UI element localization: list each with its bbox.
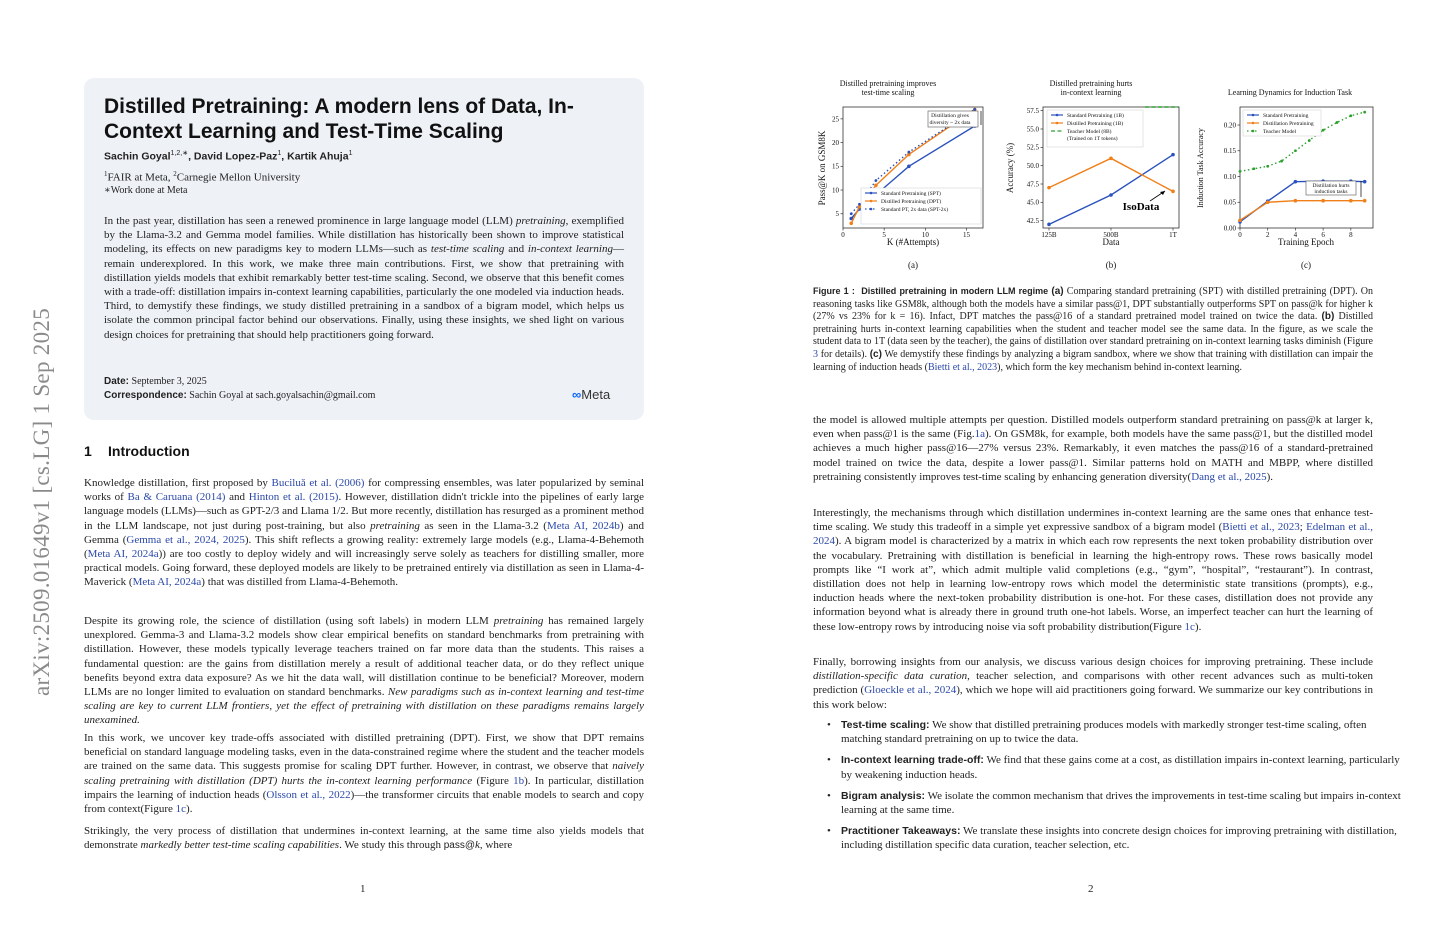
y-tick-label: 45.0 (1026, 198, 1039, 207)
citation-link[interactable]: Gemma et al., 2024, 2025 (126, 533, 245, 546)
data-point (907, 151, 910, 154)
page2-paragraph-2: Interestingly, the mechanisms through which distillation undermines in-context learning are the same ones that enhance test-time scaling. We study this tradeoff in a simple yet expressive sandbox of a bigram model (Bietti et al., 2023; Edelman et al., 2024). A bigram model is characterized by a matrix in which each row represents the next token probability distribution over the vocabulary. Pretraining with distillation is beneficial in learning the high-entropy rows. These rows basically model prompts like “I work at”, which admit multiple valid completions (e.g., “gym”, “hospital”, “restaurant”). In contrast, distillation does not help in learning low-entropy rows which model the deterministic state transitions (prompts), e.g., induction heads where the next-token probability distribution is one-hot. For these cases, distillation does not provide any information beyond what is already there in ground truth one-hot labels. Worse, an imperfect teacher can hurt the learning of these low-entropy rows by introducing noise via soft probability distribution(Figure 1c). (813, 507, 1373, 633)
author-list: Sachin Goyal$^{1,2,∗}$, David Lopez-Paz$^1$, Kartik Ahuja$^1$ (104, 150, 353, 163)
x-tick-label: 6 (1321, 231, 1325, 239)
data-point (1336, 121, 1339, 124)
y-tick-label: 25 (832, 115, 839, 124)
annotation-text: Distillation hurts (1312, 183, 1350, 189)
y-tick-label: 0.00 (1223, 224, 1236, 233)
y-tick-label: 10 (832, 186, 839, 195)
legend-label: (Trained on 1T tokens) (1067, 136, 1118, 142)
y-tick-label: 15 (832, 162, 839, 171)
author-name: Kartik Ahuja (287, 150, 349, 163)
arxiv-id: arXiv:2509.01649v1 [cs.LG] 1 Sep 2025 (29, 308, 54, 696)
figure-ref[interactable]: 1b (513, 774, 525, 787)
y-tick-label: 50.0 (1026, 162, 1039, 171)
subfigure-label: (c) (1301, 260, 1311, 270)
subfigure-label: (a) (908, 260, 918, 270)
data-point (849, 221, 853, 225)
citation-link[interactable]: Buciluǎ et al. (2006) (271, 477, 365, 489)
legend-marker (870, 208, 873, 211)
series-line (1049, 158, 1173, 191)
data-point (875, 179, 878, 182)
y-tick-label: 57.5 (1026, 107, 1039, 116)
data-point (1280, 160, 1283, 163)
data-point (1308, 139, 1311, 142)
chart-title: Learning Dynamics for Induction Task (1227, 88, 1353, 97)
figure-ref[interactable]: 3 (813, 348, 818, 360)
data-point (1047, 223, 1051, 227)
data-point (1171, 190, 1175, 194)
meta-logo: ∞Meta (572, 387, 611, 402)
chart-b (1005, 79, 1179, 270)
citation-link[interactable]: Edelman et al., 2024 (813, 521, 1373, 548)
annotation-text: induction tasks (1314, 189, 1348, 195)
chart-c (1196, 88, 1373, 270)
legend-marker (1056, 114, 1059, 117)
date-line: Date: September 3, 2025 (104, 376, 207, 387)
data-point (1109, 193, 1113, 197)
x-axis-label: Data (1102, 237, 1120, 247)
citation-link[interactable]: Meta AI, 2024b (546, 519, 620, 532)
y-tick-label: 47.5 (1026, 180, 1039, 189)
data-point (1238, 218, 1242, 222)
data-point (973, 108, 976, 111)
y-tick-label: 0.20 (1223, 121, 1236, 130)
x-tick-label: 0 (1238, 231, 1242, 239)
x-axis-label: Training Epoch (1278, 237, 1334, 247)
legend-label: Teacher Model (1263, 129, 1297, 135)
page-number: 1 (360, 883, 366, 895)
data-point (1171, 153, 1175, 157)
x-tick-label: 4 (1293, 231, 1298, 239)
data-point (1239, 170, 1242, 173)
annotation-text: IsoData (1122, 201, 1160, 213)
legend-marker (1252, 122, 1255, 125)
y-axis-label: Accuracy (%) (1005, 142, 1015, 194)
data-point (1363, 199, 1367, 203)
page2-paragraph-3: Finally, borrowing insights from our analysis, we discuss various design choices for improving pretraining. These include distillation-specific data curation, teacher selection, and comparisons with other recent advances such as multi-token prediction (Gloeckle et al., 2024), which we hope will aid practitioners going forward. We summarize our key contributions in this work below: (813, 656, 1373, 711)
legend-marker (1252, 130, 1255, 133)
citation-link[interactable]: Olsson et al., 2022 (266, 788, 351, 801)
x-tick-label: 1T (1169, 231, 1177, 239)
figure-caption: Figure 1 : Distilled pretraining in modern LLM regime (a) Comparing standard pretraining (SPT) with distilled pretraining (DPT). On reasoning tasks like GSM8k, although both the models have a similar pass@1, DPT substantially outperforms SPT on pass@k for higher k (27% vs 23% for k = 16). Infact, DPT matches the pass@16 of a standard pretrained model trained on twice the data. (b) Distilled pretraining hurts in-context learning capabilities when the student and teacher model see the same data. In the figure, as we scale the student data to 1T (data seen by the teacher), the gains of distillation over standard pretraining on in-context learning tasks diminish (Figure 3 for details). (c) We demystify these findings by analyzing a bigram sandbox, where we show that training with distillation can impair the learning of induction heads (Bietti et al., 2023), which form the key mechanism behind in-context learning. (813, 286, 1374, 373)
figure-ref[interactable]: 1a (974, 428, 985, 441)
page-2 (728, 0, 1456, 942)
y-tick-label: 42.5 (1026, 217, 1039, 226)
legend-label: Distilled Pretraining (DPT) (881, 199, 942, 205)
citation-link[interactable]: Ba & Caruana (2014) (127, 491, 226, 504)
x-tick-label: 125B (1041, 231, 1057, 239)
author-name: David Lopez-Paz (193, 150, 278, 163)
annotation-text: diversity ~ 2x data (929, 120, 971, 126)
section-heading: 1 Introduction (84, 443, 190, 459)
x-tick-label: 2 (1265, 231, 1270, 239)
arxiv-sidebar (22, 292, 62, 712)
affiliations: $^1$FAIR at Meta, $^2$Carnegie Mellon University (104, 170, 301, 184)
x-tick-label: 15 (963, 231, 971, 239)
legend-label: Standard Pretraining (SPT) (881, 191, 941, 197)
data-point (1321, 199, 1325, 203)
chart-title-line: test-time scaling (861, 88, 915, 97)
series-line (1049, 155, 1173, 225)
list-item: • Bigram analysis: We isolate the common mechanism that drives the improvements in test-time scaling but impairs in-context learning at the same time. (841, 789, 1401, 817)
contribution-list (813, 718, 1401, 860)
intro-paragraph-4: Strikingly, the very process of distillation that undermines in-context learning, at the same time also yields models that demonstrate markedly better test-time scaling capabilities. We study this through pass@k, where (84, 825, 644, 852)
annotation-text: Distillation gives (931, 113, 969, 119)
legend-marker (1252, 114, 1255, 117)
paper-title: Distilled Pretraining: A modern lens of Data, In-Context Learning and Test-Time Scaling (104, 95, 574, 143)
legend-label: Distillation Pretraining (1263, 121, 1314, 127)
list-item: • Practitioner Takeaways: We translate these insights into concrete design choices for improving pretraining with distillation, including distillation specific data curation, teacher selection, etc. (841, 824, 1401, 852)
abstract: In the past year, distillation has seen a renewed prominence in large language model (LLM) pretraining, exemplified by the Llama-3.2 and Gemma model families. While distillation has historically been shown to improve statistical modeling, its effects on new paradigms key to modern LLMs—such as test-time scaling and in-context learning—remain underexplored. In this work, we make three main contributions. First, we show that pretraining with distillation yields models that exhibit remarkably better test-time scaling. Second, we observe that this benefit comes with a trade-off: distillation impairs in-context learning capabilities, particularly the one modeled via induction heads. Third, to demystify these findings, we study distilled pretraining in a sandbox of a bigram model, which helps us isolate the common principal factor behind our observations. Finally, using these insights, we shed light on various design choices for pretraining that should help practitioners going forward. (104, 215, 624, 341)
intro-paragraph-2: Despite its growing role, the science of distillation (using soft labels) in modern LLM pretraining has remained largely unexplored. Gemma-3 and Llama-3.2 models show clear empirical benefits on standard benchmarks from pretraining with distillation. However, these models typically leverage teachers trained on far more data than the students. This raises a fundamental question: are the gains from distillation merely a result of additional teacher data, or do they reflect unique benefits beyond extra data exposure? As we hit the data wall, will distillation continue to be beneficial? Moreover, modern LLMs are no longer limited to evaluation on standard benchmarks. New paradigms such as in-context learning and test-time scaling are key to current LLM frontiers, yet the effect of pretraining with distillation on these paradigms remains largely unexamined. (84, 615, 644, 727)
chart-title-line: Distilled pretraining improves (839, 79, 937, 88)
list-item: • In-context learning trade-off: We find that these gains come at a cost, as distillation impairs in-context learning, particularly by weakening induction heads. (841, 753, 1401, 781)
data-point (1363, 111, 1366, 114)
page2-paragraph-1: the model is allowed multiple attempts per question. Distilled models outperform standard pretraining on pass@k at larger k, even when pass@1 is the same (Fig.1a). On GSM8k, for example, both models have the same pass@1, but the distilled model achieves a much higher pass@16—27% versus 23%. Remarkably, it even matches the pass@16 of a standard-pretrained model trained on twice the data, despite a lower pass@1. Similar patterns hold on MATH and MBPP, where distilled pretraining consistently improves test-time scaling by enhancing generation diversity(Dang et al., 2025). (813, 414, 1373, 483)
citation-link[interactable]: Dang et al., 2025 (1191, 470, 1267, 483)
citation-link[interactable]: Bietti et al., 2023 (1222, 521, 1300, 534)
data-point (1349, 199, 1353, 203)
data-point (1349, 114, 1352, 117)
series-line (1240, 201, 1365, 221)
author-name: Sachin Goyal (104, 150, 171, 163)
y-tick-label: 52.5 (1026, 143, 1039, 152)
data-point (858, 203, 861, 206)
x-tick-label: 500B (1103, 231, 1119, 239)
intro-paragraph-1: Knowledge distillation, first proposed by Buciluǎ et al. (2006) for compressing ensembles, was later popularized by seminal works of Ba & Caruana (2014) and Hinton et al. (2015). However, distillation didn't trickle into the pipelines of early large language models (LLMs)—such as GPT-2/3 and Llama 1/2. But more recently, distillation has resurged as a prominent method in the LLM landscape, not just during post-training, but also pretraining as seen in the Llama-3.2 (Meta AI, 2024b) and Gemma (Gemma et al., 2024, 2025). This shift reflects a growing reality: extremely large models (e.g., Llama-4-Behemoth (Meta AI, 2024a)) are too costly to deploy widely and will increasingly serve solely as teachers for distilling smaller, more practical models. Going forward, these deployed models are likely to be pretrained entirely via distillation as seen in Llama-4-Maverick (Meta AI, 2024a) that was distilled from Llama-4-Behemoth. (84, 477, 645, 589)
figure-1 (813, 78, 1378, 278)
chart-title-line: in-context learning (1060, 88, 1122, 97)
data-point (1363, 180, 1367, 184)
data-point (874, 183, 878, 187)
legend-label: Standard Pretraining (1B) (1067, 113, 1124, 119)
correspondence-line: Correspondence: Sachin Goyal at sach.goyalsachin@gmail.com (104, 390, 376, 401)
data-point (1252, 167, 1255, 170)
y-tick-label: 5 (835, 210, 839, 219)
subfigure-label: (b) (1105, 260, 1117, 270)
y-tick-label: 0.10 (1223, 172, 1236, 181)
x-tick-label: 10 (921, 231, 929, 239)
list-item: • Test-time scaling: We show that distilled pretraining produces models with markedly stronger test-time scaling, often matching standard pretraining on up to twice the data. (841, 718, 1401, 746)
data-point (1047, 186, 1051, 190)
legend-marker (1056, 122, 1059, 125)
data-point (1294, 149, 1297, 152)
chart-title-line: Distilled pretraining hurts (1049, 79, 1133, 88)
citation-link[interactable]: Meta AI, 2024a (132, 576, 202, 589)
data-point (1322, 129, 1325, 132)
legend-label: Distilled Pretraining (1B) (1067, 121, 1124, 127)
y-tick-label: 55.0 (1026, 125, 1039, 134)
citation-link[interactable]: Hinton et al. (2015) (248, 491, 339, 504)
x-tick-label: 5 (882, 231, 886, 239)
x-tick-label: 0 (841, 231, 845, 239)
data-point (907, 165, 911, 169)
citation-link[interactable]: Bietti et al., 2023 (927, 361, 998, 373)
y-tick-label: 0.05 (1223, 198, 1236, 207)
citation-link[interactable]: Meta AI, 2024a (87, 548, 159, 561)
legend-marker (870, 200, 873, 203)
data-point (1266, 200, 1270, 204)
legend-label: Standard Pretraining (1263, 113, 1309, 119)
legend-label: Standard PT, 2x data (SPT-2x) (881, 207, 949, 213)
citation-link[interactable]: Gloeckle et al., 2024 (864, 684, 957, 697)
data-point (850, 212, 853, 215)
data-point (1294, 180, 1298, 184)
intro-paragraph-3: In this work, we uncover key trade-offs associated with distilled pretraining (DPT). First, we show that DPT remains beneficial on standard language modeling tasks, even in the data-constrained regime where the student and the teacher models are trained on the same data. This suggests promise for scaling DPT further. However, in contrast, we observe that naively scaling pretraining with distillation (DPT) hurts the in-context learning performance (Figure 1b). In particular, distillation impairs the learning of induction heads (Olsson et al., 2022)—the transformer circuits that enable models to search and copy from context(Figure 1c). (84, 732, 645, 816)
y-tick-label: 0.15 (1223, 147, 1236, 156)
data-point (1109, 157, 1113, 161)
x-tick-label: 8 (1349, 231, 1353, 239)
figure-ref[interactable]: 1c (175, 803, 187, 816)
legend-label: Teacher Model (8B) (1067, 129, 1112, 135)
author-note: ∗Work done at Meta (104, 185, 188, 196)
page-number: 2 (1088, 883, 1094, 895)
data-point (1294, 199, 1298, 203)
x-axis-label: K (#Attempts) (886, 237, 940, 247)
legend-marker (870, 192, 873, 195)
data-point (1266, 165, 1269, 168)
y-axis-label: Induction Task Accuracy (1196, 128, 1205, 208)
y-axis-label: Pass@K on GSM8K (817, 130, 827, 206)
figure-ref[interactable]: 1c (1184, 620, 1195, 633)
chart-a (817, 79, 983, 270)
y-tick-label: 20 (832, 138, 839, 147)
